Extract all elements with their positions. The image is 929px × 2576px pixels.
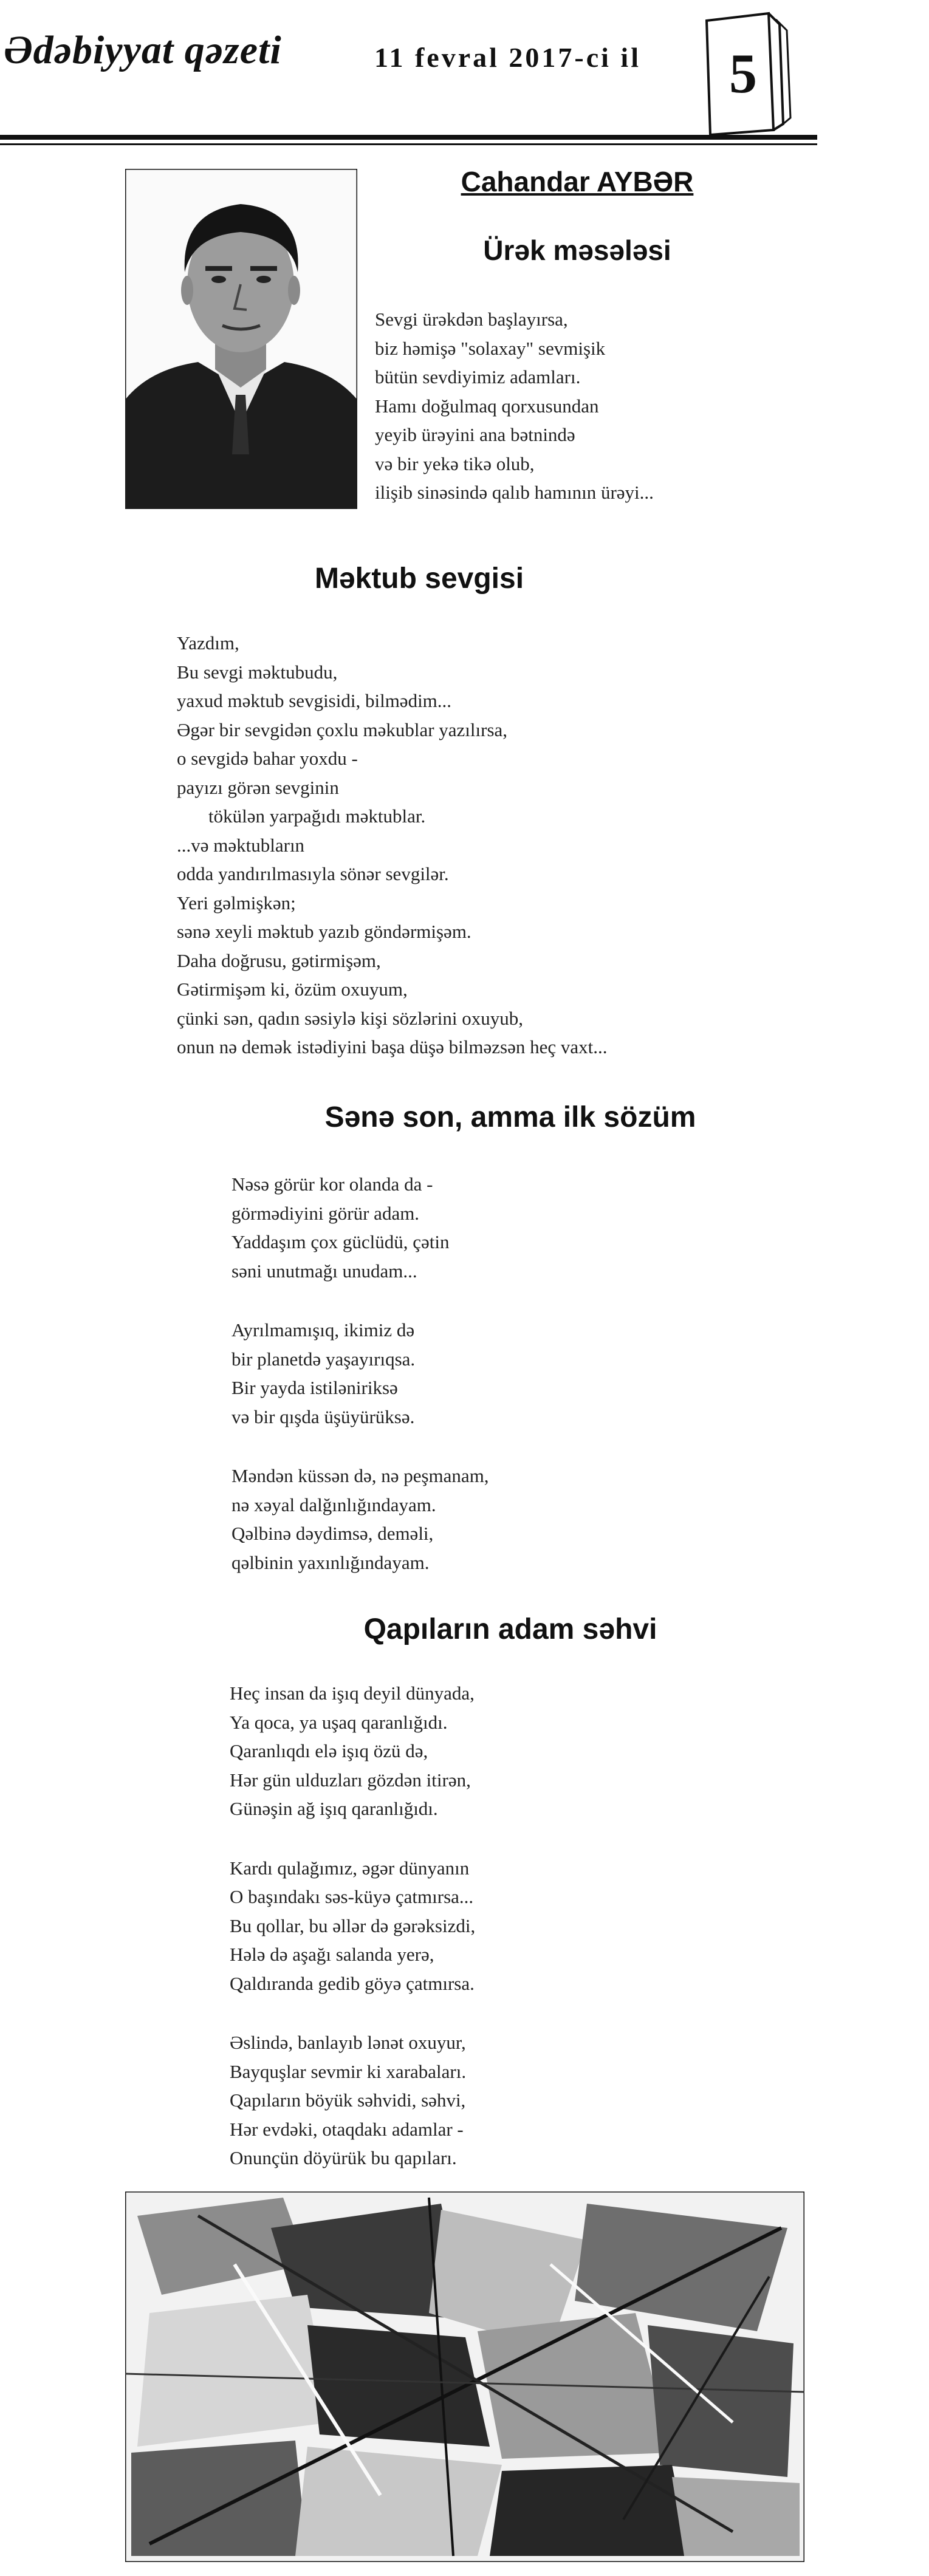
poem-line: Məndən küssən də, nə peşmanam, bbox=[231, 1465, 489, 1486]
page-number: 5 bbox=[729, 43, 757, 104]
poem-line: tökülən yarpağıdı məktublar. bbox=[208, 805, 426, 827]
poem-title: Ürək məsələsi bbox=[483, 234, 671, 266]
poem-line: ilişib sinəsində qalıb hamının ürəyi... bbox=[375, 482, 654, 503]
poem-line: görmədiyini görür adam. bbox=[231, 1202, 420, 1224]
poem-body bbox=[375, 305, 654, 507]
poem-line: qəlbinin yaxınlığındayam. bbox=[231, 1551, 430, 1573]
poem-line: ...və məktubların bbox=[177, 834, 305, 856]
poem-line: nə xəyal dalğınlığındayam. bbox=[231, 1494, 436, 1515]
issue-date: 11 fevral 2017-ci il bbox=[374, 42, 641, 73]
poem-line: yaxud məktub sevgisidi, bilmədim... bbox=[177, 690, 452, 711]
poem-line: Heç insan da işıq deyil dünyada, bbox=[230, 1683, 475, 1704]
poem-line: səni unutmağı unudam... bbox=[231, 1260, 417, 1282]
poem-line: onun nə demək istədiyini başa düşə bilməzsən heç vaxt... bbox=[177, 1036, 608, 1057]
author-portrait bbox=[125, 169, 357, 509]
poem-line: Hər gün ulduzları gözdən itirən, bbox=[230, 1769, 471, 1791]
poem-line: Bu qollar, bu əllər də gərəksizdi, bbox=[230, 1915, 476, 1936]
poem-line: Qəlbinə dəydimsə, deməli, bbox=[231, 1523, 434, 1544]
author-name: Cahandar AYBƏR bbox=[461, 166, 694, 197]
poem-line: Ya qoca, ya uşaq qaranlığıdı. bbox=[230, 1711, 448, 1733]
poem-line: Daha doğrusu, gətirmişəm, bbox=[177, 949, 381, 971]
poem-title: Qapıların adam səhvi bbox=[363, 1613, 657, 1645]
poem-line: Nəsə görür kor olanda da - bbox=[231, 1174, 433, 1195]
poem-line: Günəşin ağ işıq qaranlığıdı. bbox=[230, 1798, 438, 1819]
poem-line: Bir yayda istiləniriksə bbox=[231, 1377, 398, 1398]
poem-line: və bir yekə tikə olub, bbox=[375, 453, 535, 474]
poem-line: bir planetdə yaşayırıqsa. bbox=[231, 1348, 416, 1370]
poem-line: Hələ də aşağı salanda yerə, bbox=[230, 1944, 434, 1965]
poem-line: Bu sevgi məktubudu, bbox=[177, 661, 338, 683]
poem-line: Yaddaşım çox güclüdü, çətin bbox=[231, 1231, 450, 1252]
masthead bbox=[0, 0, 929, 146]
abstract-illustration bbox=[125, 2192, 804, 2562]
poem-line: bütün sevdiyimiz adamları. bbox=[375, 366, 581, 388]
poem-line: Əslində, banlayıb lənət oxuyur, bbox=[230, 2032, 466, 2053]
poem-body bbox=[230, 1679, 475, 2173]
poem-line: odda yandırılmasıyla sönər sevgilər. bbox=[177, 863, 449, 884]
header-rule-thick bbox=[0, 135, 817, 140]
poem-line: Bayquşlar sevmir ki xarabaları. bbox=[230, 2060, 467, 2082]
poem-line: çünki sən, qadın səsiylə kişi sözlərini oxuyub, bbox=[177, 1007, 523, 1029]
poem-line: yeyib ürəyini ana bətnində bbox=[375, 424, 575, 445]
poem-line: Ayrılmamışıq, ikimiz də bbox=[231, 1319, 415, 1341]
poem-line: Yazdım, bbox=[177, 632, 239, 654]
poem-line: Sevgi ürəkdən başlayırsa, bbox=[375, 309, 568, 330]
poem-line: Hər evdəki, otaqdakı adamlar - bbox=[230, 2118, 464, 2140]
poem-line: Qaranlıqdı elə işıq özü də, bbox=[230, 1740, 428, 1761]
poem-body bbox=[177, 629, 608, 1062]
poem-line: Qapıların böyük səhvidi, səhvi, bbox=[230, 2089, 466, 2111]
poem-title: Sənə son, amma ilk sözüm bbox=[324, 1101, 696, 1133]
poem-title: Məktub sevgisi bbox=[314, 562, 524, 595]
poem-line: biz həmişə "solaxay" sevmişik bbox=[375, 337, 606, 359]
poem-line: Gətirmişəm ki, özüm oxuyum, bbox=[177, 979, 408, 1000]
poem-line: Qaldıranda gedib göyə çatmırsa. bbox=[230, 1972, 475, 1994]
poem-line: və bir qışda üşüyürüksə. bbox=[231, 1406, 415, 1427]
poem-line: Kardı qulağımız, əgər dünyanın bbox=[230, 1857, 470, 1879]
poem-line: Hamı doğulmaq qorxusundan bbox=[375, 395, 599, 417]
newspaper-title: Ədəbiyyat qəzeti bbox=[4, 28, 282, 72]
poem-body bbox=[231, 1170, 489, 1577]
poem-line: Yeri gəlmişkən; bbox=[177, 892, 296, 914]
poem-line: Onunçün döyürük bu qapıları. bbox=[230, 2147, 457, 2168]
poem-line: payızı görən sevginin bbox=[177, 776, 339, 798]
poem-line: O başındakı səs-küyə çatmırsa... bbox=[230, 1886, 474, 1907]
poem-line: o sevgidə bahar yoxdu - bbox=[177, 748, 358, 769]
header-rule-thin bbox=[0, 143, 817, 145]
poem-line: Əgər bir sevgidən çoxlu məkublar yazılırsa, bbox=[177, 719, 508, 740]
poem-line: sənə xeyli məktub yazıb göndərmişəm. bbox=[177, 921, 471, 942]
